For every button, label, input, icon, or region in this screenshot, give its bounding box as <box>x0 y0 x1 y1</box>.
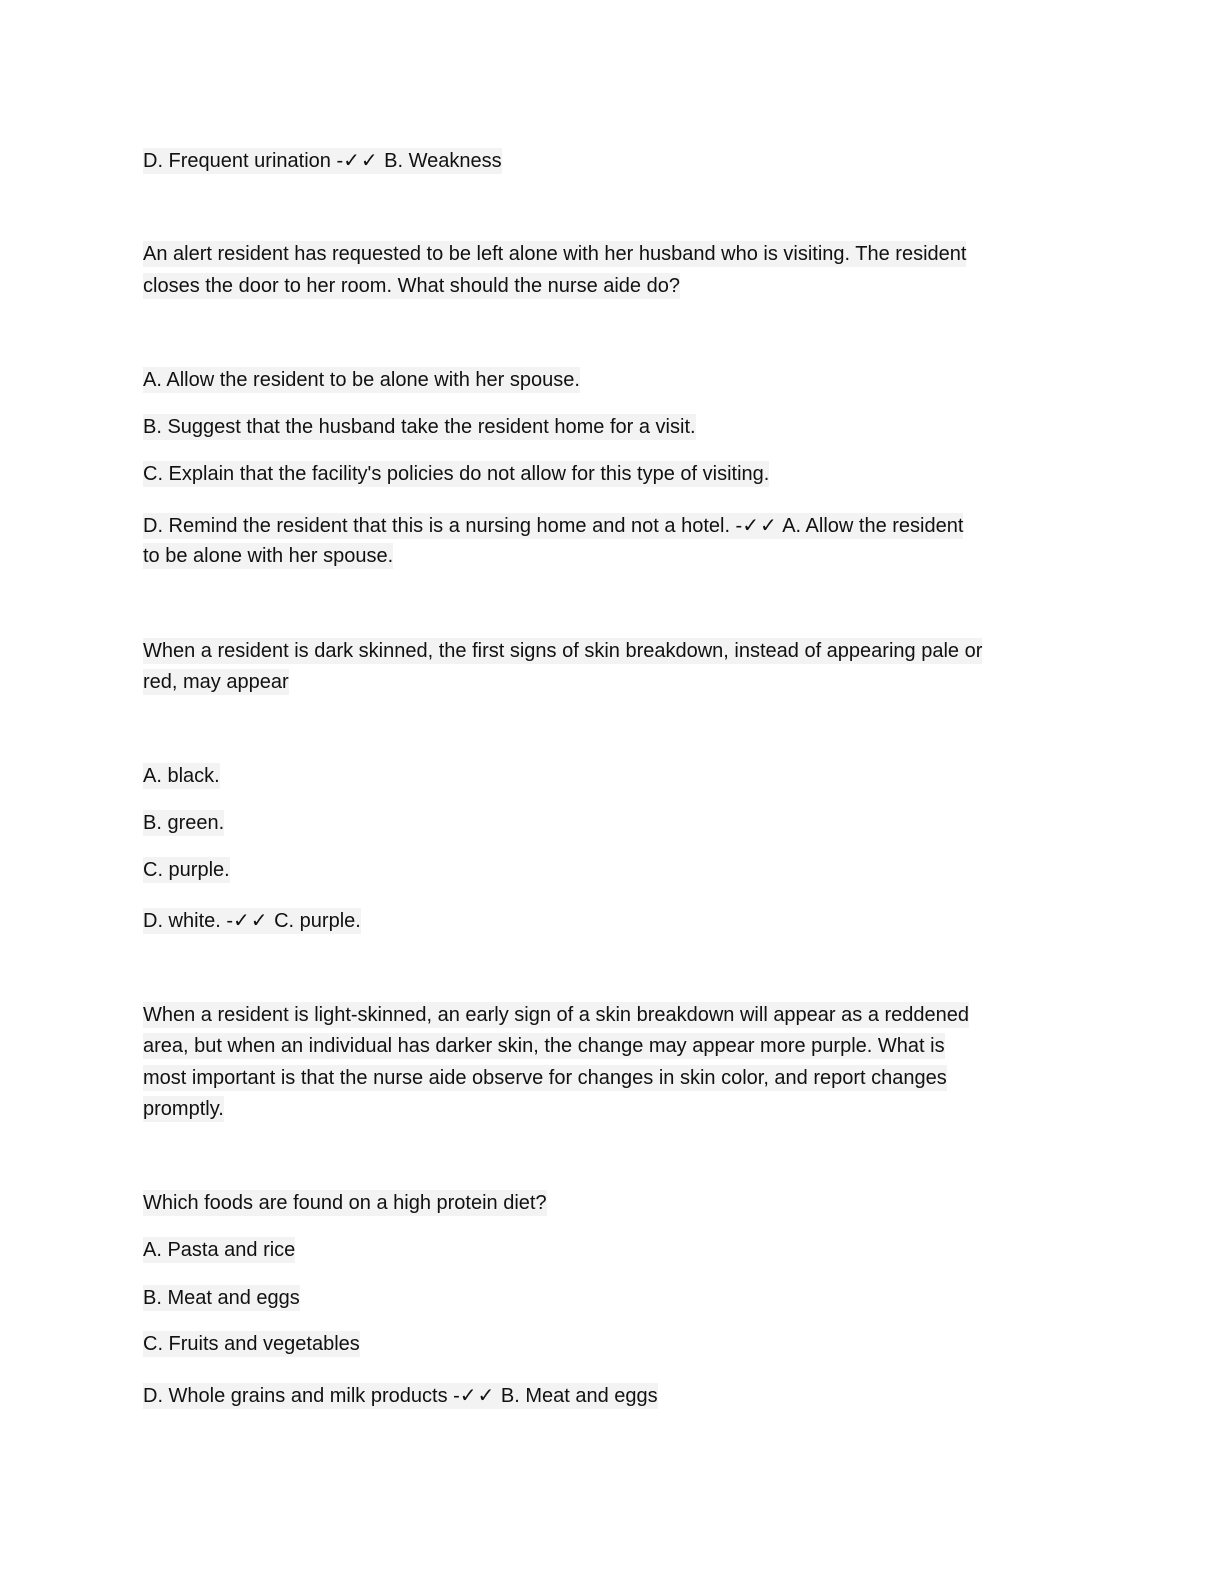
rationale-text: area, but when an individual has darker skin, the change may appear more purple. What is <box>143 1035 945 1057</box>
rationale-line <box>143 1031 945 1062</box>
question-text: Which foods are found on a high protein diet? <box>143 1192 547 1214</box>
question-line <box>143 239 966 270</box>
option-line <box>143 808 224 839</box>
answer-text: C. purple. <box>268 910 361 932</box>
option-line <box>143 1235 295 1266</box>
answer-line <box>143 1380 658 1412</box>
checkmark-icon: ✓✓ <box>343 148 379 172</box>
answer-line <box>143 905 361 937</box>
option-line <box>143 1329 360 1360</box>
checkmark-icon: ✓✓ <box>233 908 269 932</box>
question-line <box>143 1188 547 1219</box>
rationale-text: promptly. <box>143 1098 224 1120</box>
option-text: A. Allow the resident to be alone with her spouse. <box>143 369 580 391</box>
answer-text: to be alone with her spouse. <box>143 545 394 567</box>
option-line <box>143 761 220 792</box>
option-text: C. purple. <box>143 859 230 881</box>
question-line <box>143 636 982 667</box>
answer-line <box>143 145 502 177</box>
option-text: B. Meat and eggs <box>143 1287 300 1309</box>
rationale-text: most important is that the nurse aide observe for changes in skin color, and report changes <box>143 1067 947 1089</box>
option-text: D. Remind the resident that this is a nursing home and not a hotel. - <box>143 515 743 537</box>
option-text: D. Whole grains and milk products - <box>143 1385 460 1407</box>
option-line <box>143 365 580 396</box>
option-text: A. Pasta and rice <box>143 1239 296 1261</box>
rationale-line <box>143 1063 947 1094</box>
option-text: B. green. <box>143 812 225 834</box>
answer-text: B. Meat and eggs <box>495 1385 658 1407</box>
question-line <box>143 271 680 302</box>
rationale-text: When a resident is light-skinned, an early sign of a skin breakdown will appear as a reddened <box>143 1004 970 1026</box>
option-text: D. white. - <box>143 910 234 932</box>
option-line <box>143 855 230 886</box>
option-text: A. black. <box>143 765 220 787</box>
option-line <box>143 412 696 443</box>
answer-text: A. Allow the resident <box>777 515 964 537</box>
checkmark-icon: ✓✓ <box>459 1383 496 1407</box>
option-line <box>143 1283 300 1314</box>
rationale-line <box>143 1094 224 1125</box>
question-text: An alert resident has requested to be left alone with her husband who is visiting. The resident <box>143 243 967 265</box>
rationale-line <box>143 1000 969 1031</box>
option-text: D. Frequent urination - <box>143 150 344 172</box>
question-text: closes the door to her room. What should the nurse aide do? <box>143 275 680 297</box>
answer-line <box>143 510 963 542</box>
answer-text: B. Weakness <box>378 150 502 172</box>
question-line <box>143 667 289 698</box>
option-line <box>143 459 769 490</box>
answer-line <box>143 541 393 572</box>
checkmark-icon: ✓✓ <box>742 513 778 537</box>
question-text: red, may appear <box>143 671 289 693</box>
option-text: C. Explain that the facility's policies do not allow for this type of visiting. <box>143 463 770 485</box>
question-text: When a resident is dark skinned, the first signs of skin breakdown, instead of appearing pale or <box>143 640 983 662</box>
option-text: B. Suggest that the husband take the resident home for a visit. <box>143 416 696 438</box>
option-text: C. Fruits and vegetables <box>143 1333 360 1355</box>
